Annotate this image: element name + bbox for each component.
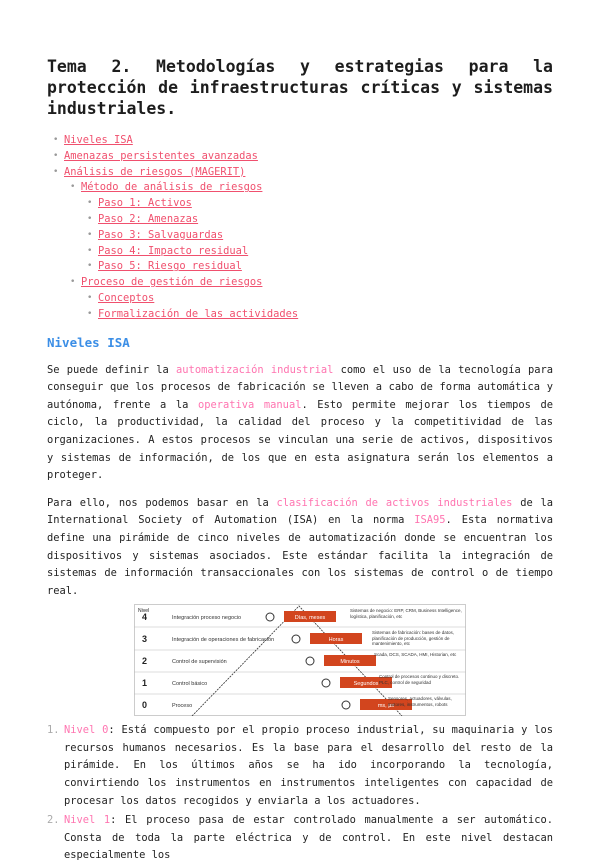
- table-of-contents: [47, 133, 553, 323]
- level-description: Scada, DCS, SCADA, HMI, Historian, etc: [374, 652, 457, 658]
- paragraph-isa95: Para ello, nos podemos basar en la clasificación de activos industriales de la International Society of Automation (ISA) en la norma ISA95. Esta normativa define una pirámide de cinco niveles de automatización donde se encuentran los dispositivos y sistemas asociados. Este estándar facilita la integración de sistemas de información transaccionales con los sistemas de control o de tiempo real.: [47, 496, 554, 597]
- toc-link-amenazas[interactable]: Amenazas persistentes avanzadas: [64, 149, 258, 162]
- document: [47, 56, 553, 867]
- toc-link-analisis-riesgos[interactable]: Análisis de riesgos (MAGERIT): [64, 165, 246, 178]
- highlight: automatización industrial: [176, 363, 334, 376]
- level-number: 3: [142, 634, 148, 645]
- level-name: Integración de operaciones de fabricación: [172, 637, 275, 644]
- toc-link-paso-2[interactable]: Paso 2: Amenazas: [98, 212, 199, 225]
- level-name: Control de supervisión: [172, 659, 227, 666]
- toc-link-conceptos[interactable]: Conceptos: [98, 291, 155, 304]
- toc-link-paso-5[interactable]: Paso 5: Riesgo residual: [98, 260, 242, 273]
- level-number: 0: [142, 700, 148, 711]
- level-description: Sensores, actuadores, válvulas, motores, instrumentos, robots: [388, 696, 452, 707]
- highlight: operativa manual: [198, 398, 302, 411]
- paragraph-automation: Se puede definir la automatización industrial como el uso de la tecnología para conseguir que los procesos de fabricación se lleven a cabo de forma automática y autónoma, frente a la operativa manual. Esto permite mejorar los tiempos de ciclo, la productividad, la calidad del proceso y la competitividad de las organizaciones. A estos procesos se vinculan una serie de activos, dispositivos y sistemas de información, de los que en esta asignatura serán los elementos a proteger.: [47, 363, 553, 482]
- time-scale-label: ms, µs: [377, 703, 395, 710]
- time-scale-label: Horas: [328, 637, 344, 644]
- level-description: Sistemas de fabricación: bases de datos, planificación de producción, gestión de mantenimiento, etc: [372, 630, 455, 647]
- level-name: Control básico: [172, 681, 208, 688]
- level-number: 2: [142, 656, 148, 667]
- section-heading: Niveles ISA: [47, 334, 130, 350]
- toc-link-metodo[interactable]: Método de análisis de riesgos: [81, 181, 263, 194]
- level-description: Control de procesos continuo y discreto. PLC, control de seguridad: [379, 674, 460, 685]
- toc-link-paso-4[interactable]: Paso 4: Impacto residual: [98, 244, 249, 257]
- isa95-pyramid-figure: [134, 604, 466, 716]
- time-scale-label: Días, meses: [294, 615, 326, 622]
- level-name: Proceso: [172, 703, 193, 710]
- level-description: Sistemas de negocio: ERP, CRM, Business Intelligence, logística, planificación, etc: [350, 608, 462, 619]
- page-title: Tema 2. Metodologías y estrategias para la protección de infraestructuras críticas y sistemas industriales.: [47, 57, 553, 118]
- level-name: Integración proceso negocio: [172, 615, 242, 622]
- toc-link-paso-3[interactable]: Paso 3: Salvaguardas: [98, 228, 224, 241]
- toc-link-niveles-isa[interactable]: Niveles ISA: [64, 134, 133, 146]
- time-scale-label: Segundos: [353, 681, 379, 688]
- levels-list: [47, 722, 553, 865]
- toc-link-paso-1[interactable]: Paso 1: Activos: [98, 197, 192, 210]
- highlight: ISA95: [414, 514, 446, 527]
- toc-link-formalizacion[interactable]: Formalización de las actividades: [98, 307, 299, 320]
- list-item: 1. Nivel 0: Está compuesto por el propio proceso industrial, su maquinaria y los recursos humanos necesarios. Es la base para el desarrollo del resto de la pirámide. En los últimos años se ha ido incorporando la tecnología, convirtiendo los instrumentos en instrumentos inteligentes con capacidad de procesar los datos recogidos y enviarla a los actuadores.: [47, 724, 553, 807]
- list-item: 2. Nivel 1: El proceso pasa de estar controlado manualmente a ser automático. Consta de toda la parte eléctrica y de control. En este nivel destacan especialmente los: [47, 814, 553, 862]
- level-number: 1: [142, 678, 148, 689]
- time-scale-label: Minutos: [340, 659, 360, 666]
- toc-link-proceso-gestion[interactable]: Proceso de gestión de riesgos: [81, 276, 263, 289]
- highlight: clasificación de activos industriales: [276, 496, 513, 509]
- figure-header: Nivel: [138, 608, 150, 615]
- level-number: 4: [142, 612, 148, 623]
